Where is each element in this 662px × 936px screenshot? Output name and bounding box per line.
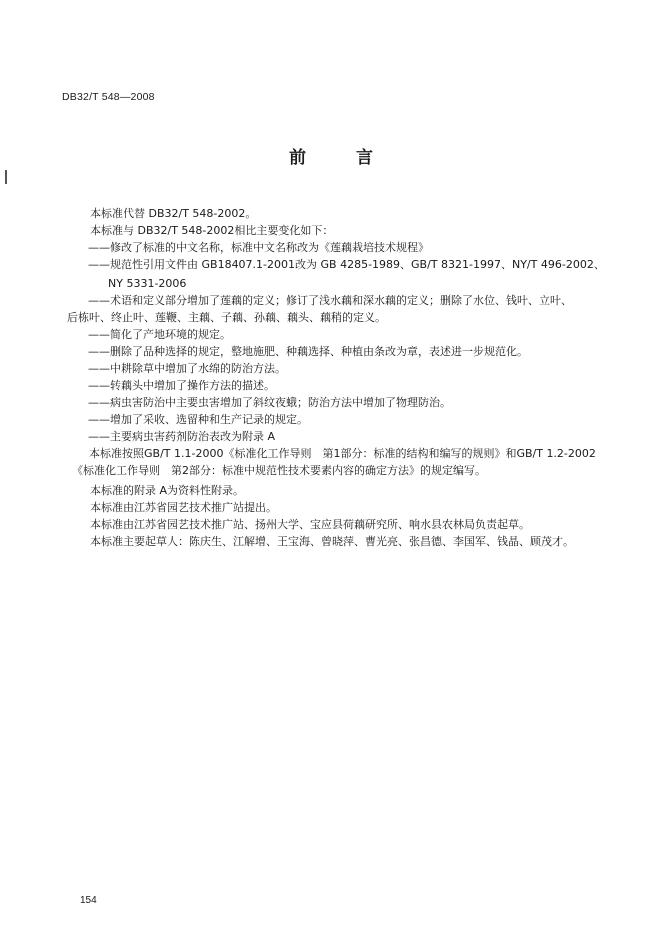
- text-line: ——删除了品种选择的规定，整地施肥、种藕选择、种植由条改为章，表述进一步规范化。: [88, 345, 528, 358]
- document-code: DB32/T 548—2008: [62, 91, 155, 103]
- text-line: ——规范性引用文件由 GB18407.1-2001改为 GB 4285-1989、GB/T 8321-1997、NY/T 496-2002、: [88, 258, 605, 271]
- text-line: 本标准与 DB32/T 548-2002相比主要变化如下：: [90, 224, 334, 237]
- text-line: ——主要病虫害药剂防治表改为附录 A: [88, 430, 276, 443]
- text-line: 本标准由江苏省园艺技术推广站、扬州大学、宝应县荷藕研究所、响水县农林局负责起草。: [90, 518, 530, 531]
- text-line: 本标准的附录 A为资料性附录。: [90, 484, 245, 497]
- text-line: 《标准化工作导则 第2部分：标准中规范性技术要素内容的确定方法》的规定编写。: [72, 464, 486, 477]
- scan-edge-mark: [5, 170, 7, 184]
- text-line: ——修改了标准的中文名称，标准中文名称改为《莲藕栽培技术规程》: [88, 241, 429, 254]
- text-line: ——增加了采收、选留种和生产记录的规定。: [88, 413, 308, 426]
- page-number: 154: [80, 895, 97, 906]
- text-line: 后栋叶、终止叶、莲鞭、主藕、子藕、孙藕、藕头、藕稍的定义。: [67, 311, 386, 324]
- text-line: NY 5331-2006: [108, 277, 187, 290]
- text-line: 本标准按照GB/T 1.1-2000《标准化工作导则 第1部分：标准的结构和编写的规则》和GB/T 1.2-2002: [89, 447, 596, 460]
- text-line: ——转藕头中增加了操作方法的描述。: [88, 379, 275, 392]
- text-line: ——简化了产地环境的规定。: [88, 328, 231, 341]
- text-line: ——术语和定义部分增加了莲藕的定义；修订了浅水藕和深水藕的定义；删除了水位、钱叶、立叶、: [88, 294, 572, 307]
- text-line: 本标准主要起草人：陈庆生、江解增、王宝海、曾晓萍、曹光亮、张昌德、李国军、钱晶、顾茂才。: [90, 535, 574, 548]
- text-line: 本标准由江苏省园艺技术推广站提出。: [90, 501, 277, 514]
- text-line: ——病虫害防治中主要虫害增加了斜纹夜蛾；防治方法中增加了物理防治。: [88, 396, 451, 409]
- text-line: ——中耕除草中增加了水绵的防治方法。: [88, 362, 286, 375]
- page-title: 前 言: [289, 148, 395, 168]
- text-line: 本标准代替 DB32/T 548-2002。: [90, 207, 257, 220]
